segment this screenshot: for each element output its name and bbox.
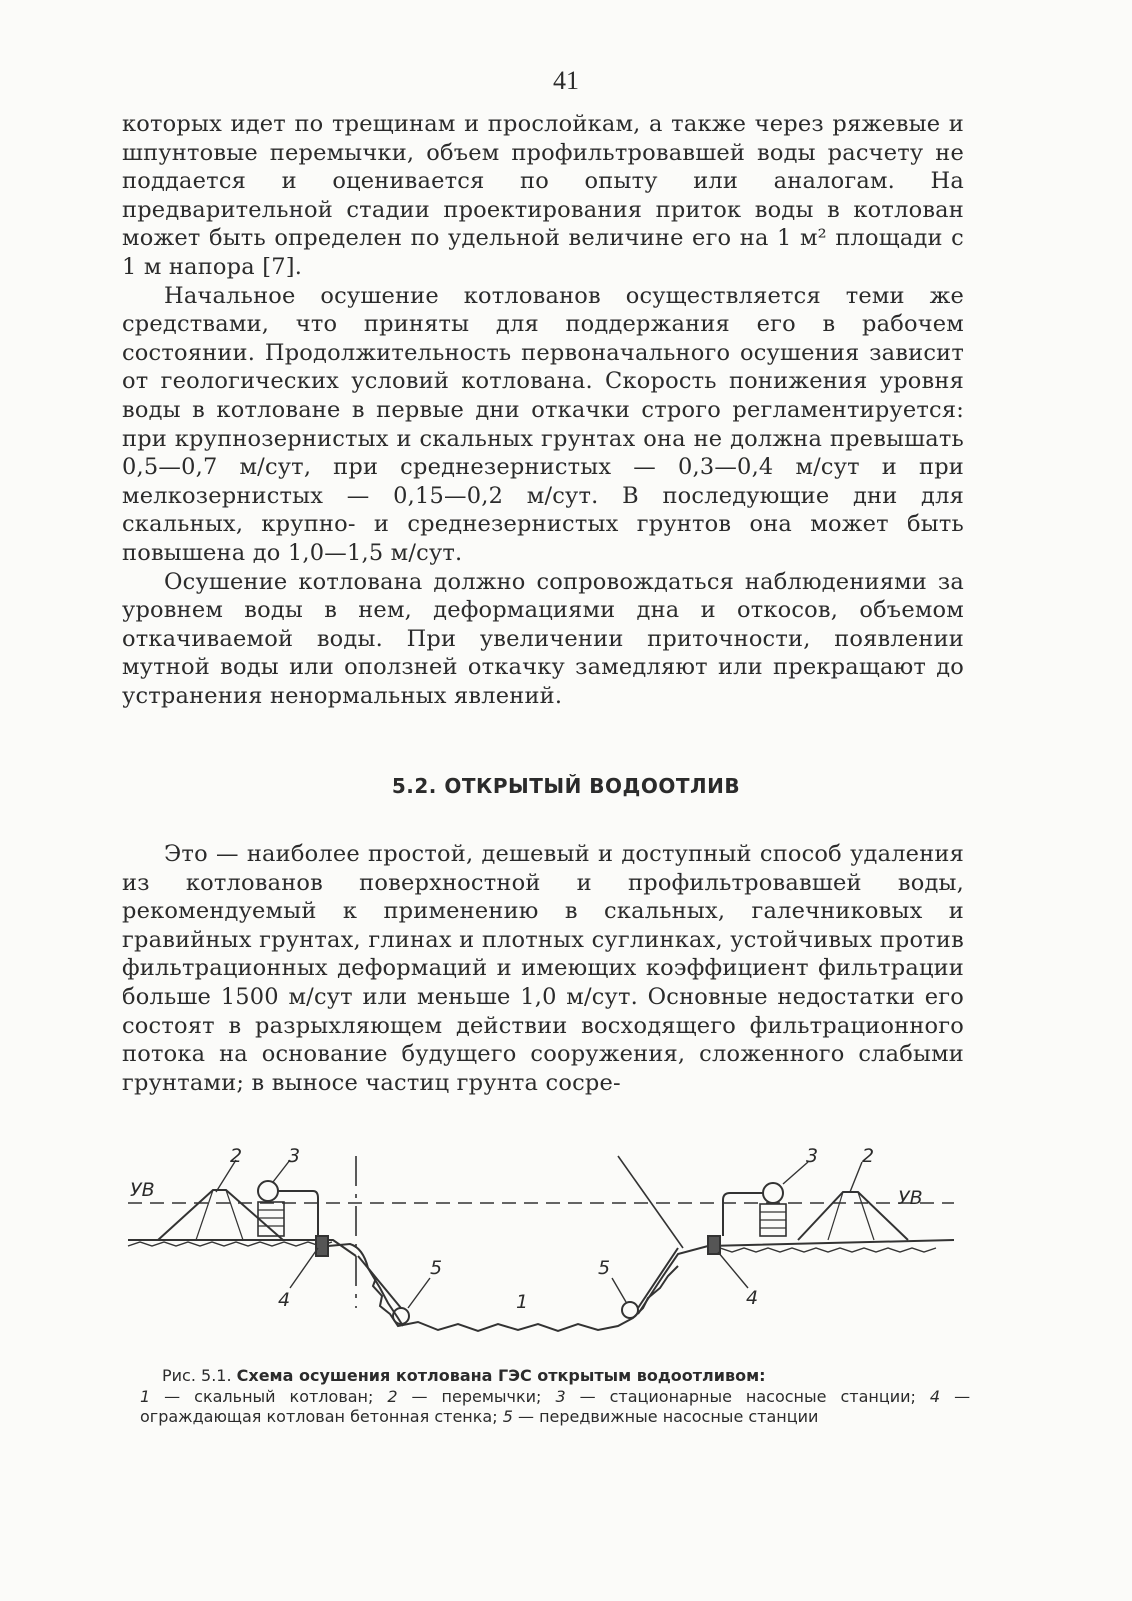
slope-line <box>618 1156 683 1248</box>
label-uv-left: УВ <box>130 1179 155 1201</box>
label-3-left: 3 <box>288 1148 301 1167</box>
label-3-right: 3 <box>806 1148 819 1167</box>
paragraph: Это — наиболее простой, дешевый и доступный способ удаления из котлованов поверхностной и профильтровавшей воды, рекомендуемый к применению в скальных, галечниковых и гравийных грунтах, глинах и плотных суглинках, устойчивых против фильтрационных деформаций и имеющих коэффициент фильтрации больше 1500 м/сут или меньше 1,0 м/сут. Основные недостатки его состоят в разрыхляющем действии восходящего фильтрационного потока на основание будущего сооружения, сложенного слабыми грунтами; в выносе частиц грунта сосре- <box>122 841 964 1096</box>
label-2-left: 2 <box>230 1148 243 1167</box>
legend-text: перемычки; <box>441 1386 542 1406</box>
mobile-pump-right <box>622 1302 638 1318</box>
concrete-wall-right <box>708 1236 720 1254</box>
pipe-right <box>723 1193 763 1236</box>
legend-num: 1 <box>140 1386 151 1406</box>
page-number: 41 <box>553 66 579 95</box>
label-5-right: 5 <box>598 1257 611 1279</box>
cofferdam-left <box>158 1190 283 1240</box>
label-1: 1 <box>516 1291 529 1313</box>
label-uv-right: УВ <box>898 1187 923 1209</box>
legend-num: 3 <box>555 1386 566 1406</box>
legend-text: ограждающая котлован бетонная стенка; <box>140 1407 498 1426</box>
cofferdam-right <box>798 1192 908 1240</box>
legend-num: 4 <box>929 1386 941 1406</box>
slope-left <box>328 1244 403 1326</box>
paragraph: которых идет по трещинам и прослойкам, а также через ряжевые и шпунтовые перемычки, объем профильтровавшей воды расчету не поддается и оценивается по опыту или аналогам. На предварительной стадии проектирования приток воды в котлован может быть определен по удельной величине его на 1 м² площади с 1 м напора [7]. <box>122 111 964 280</box>
paragraph: Начальное осушение котлованов осуществляется теми же средствами, что приняты для поддержания его в рабочем состоянии. Продолжительность первоначального осушения зависит от геологических условий котлована. Скорость понижения уровня воды в котловане в первые дни откачки строго регламентируется: при крупнозернистых и скальных грунтах она не должна превышать 0,5—0,7 м/сут, при среднезернистых — 0,3—0,4 м/сут и при мелкозернистых — 0,15—0,2 м/сут. В последующие дни для скальных, крупно- и среднезернистых грунтов она может быть повышена до 1,0—1,5 м/сут. <box>122 282 964 566</box>
text-block-bottom <box>122 840 964 1097</box>
label-2-right: 2 <box>862 1148 875 1167</box>
caption-prefix: Рис. 5.1. <box>162 1366 232 1385</box>
caption-legend: 1 — скальный котлован; 2 — перемычки; 3 — стационарные насосные станции; 4 — ограждающая котлован бетонная стенка; 5 — передвижные насосные станции <box>140 1386 971 1426</box>
figure-dewatering-scheme <box>118 1148 964 1358</box>
legend-text: передвижные насосные станции <box>539 1407 819 1426</box>
figure-caption <box>140 1366 970 1428</box>
slope-right <box>638 1240 954 1314</box>
concrete-wall-left <box>316 1236 328 1256</box>
label-4-left: 4 <box>278 1289 291 1311</box>
pump-station-left <box>258 1181 278 1201</box>
pump-station-right <box>763 1183 783 1203</box>
section-heading: 5.2. ОТКРЫТЫЙ ВОДООТЛИВ <box>391 774 741 798</box>
figure-drawing <box>118 1148 964 1358</box>
legend-num: 2 <box>387 1386 398 1406</box>
legend-num: 5 <box>502 1407 513 1426</box>
label-4-right: 4 <box>746 1287 759 1309</box>
text-block-top <box>122 110 964 710</box>
paragraph: Осушение котлована должно сопровождаться наблюдениями за уровнем воды в нем, деформациями дна и откосов, объемом откачиваемой воды. При увеличении приточности, появлении мутной воды или оползней откачку замедляют или прекращают до устранения ненормальных явлений. <box>122 568 964 709</box>
legend-text: стационарные насосные станции; <box>609 1386 916 1406</box>
label-5-left: 5 <box>430 1257 443 1279</box>
legend-text: скальный котлован; <box>194 1386 374 1406</box>
caption-title-line <box>140 1366 970 1387</box>
caption-title: Схема осушения котлована ГЭС открытым водоотливом: <box>236 1366 766 1385</box>
